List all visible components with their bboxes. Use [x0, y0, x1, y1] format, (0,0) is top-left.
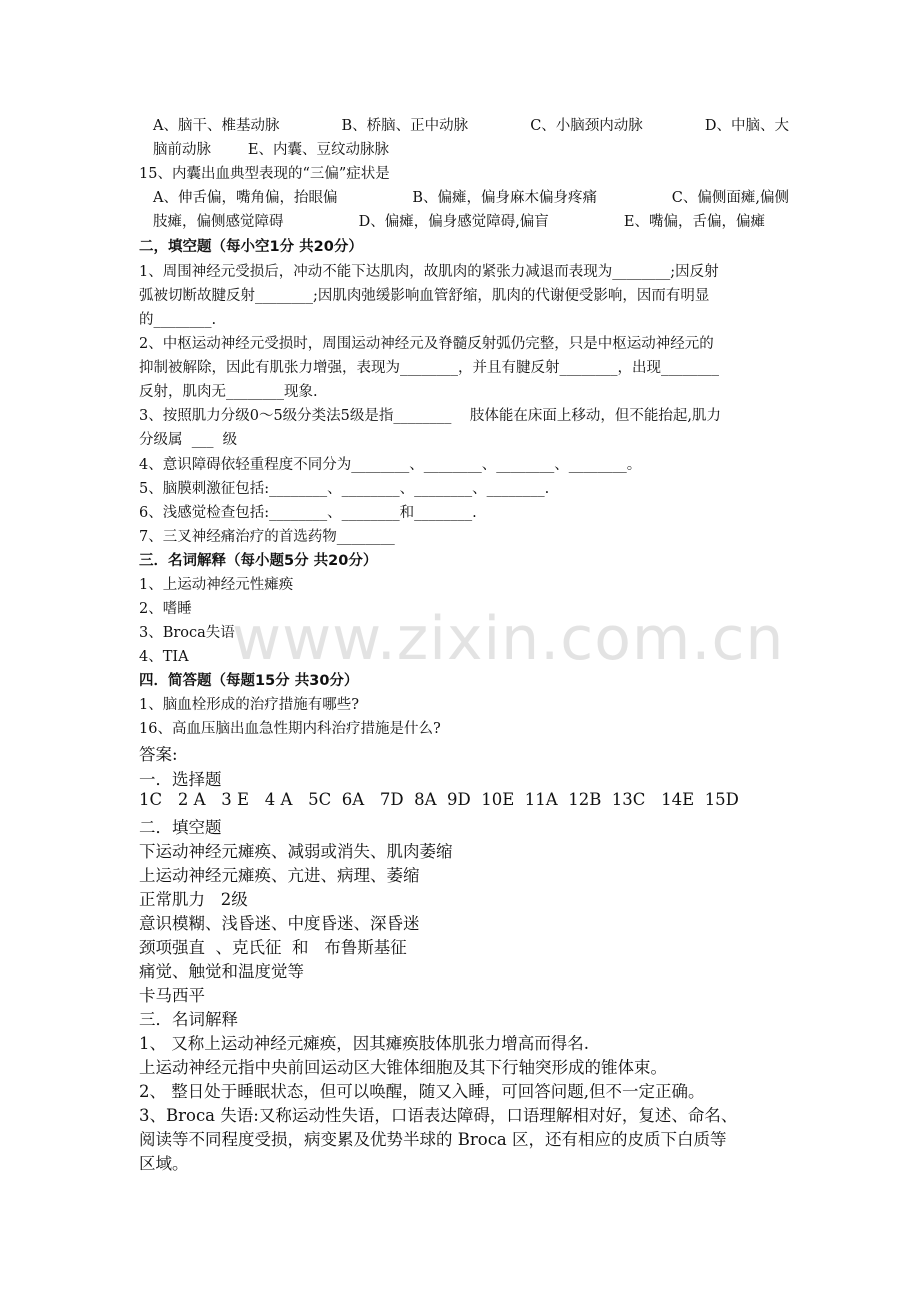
term-4: 4、TIA — [139, 649, 189, 665]
fill-q3-line1: 3、按照肌力分级0～5级分类法5级是指________ 肢体能在床面上移动，但不能抬起,肌力 — [139, 408, 721, 424]
fill-q1-line3: 的________. — [139, 312, 217, 328]
answers-heading: 答案: — [139, 745, 178, 764]
q14-option-d: D、中脑、大 — [704, 118, 789, 134]
fill-q3-line2: 分级属 ___ 级 — [139, 432, 238, 448]
q15-option-b: B、偏瘫，偏身麻木偏身疼痛 — [412, 190, 597, 206]
q15-option-e: E、嘴偏，舌偏，偏瘫 — [623, 214, 765, 230]
answers-sec2-line1: 下运动神经元瘫痪、减弱或消失、肌肉萎缩 — [139, 842, 453, 861]
fill-q5: 5、脑膜刺激征包括:________、________、________、________. — [139, 481, 550, 497]
answers-sec3-line2: 上运动神经元指中央前回运动区大锥体细胞及其下行轴突形成的锥体束。 — [139, 1058, 667, 1077]
q15-options-row1 — [153, 186, 789, 207]
fill-q2-line1: 2、中枢运动神经元受损时，周围运动神经元及脊髓反射弧仍完整，只是中枢运动神经元的 — [139, 336, 714, 352]
q14-option-b: B、桥脑、正中动脉 — [341, 118, 469, 134]
fill-q4: 4、意识障碍依轻重程度不同分为________、________、________、________。 — [139, 457, 642, 473]
section2-title: 二，填空题（每小空1分 共20分） — [139, 239, 363, 255]
answers-sec2-title: 二．填空题 — [139, 818, 222, 837]
answers-sec3-line4: 3、Broca 失语:又称运动性失语，口语表达障碍，口语理解相对好，复述、命名、 — [139, 1106, 738, 1125]
q15-option-c: C、偏侧面瘫,偏侧 — [671, 190, 789, 206]
answers-sec3-title: 三．名词解释 — [139, 1010, 238, 1029]
term-2: 2、嗜睡 — [139, 601, 192, 617]
section4-title: 四．简答题（每题15分 共30分） — [139, 673, 359, 689]
answers-sec3-line6: 区域。 — [139, 1154, 189, 1173]
answers-sec1-line: 1C 2 A 3 E 4 A 5C 6A 7D 8A 9D 10E 11A 12B 13C 14E 15D — [139, 790, 739, 809]
fill-q2-line3: 反射，肌肉无________现象. — [139, 384, 318, 400]
q15-option-d: D、偏瘫，偏身感觉障碍,偏盲 — [358, 214, 549, 230]
answers-sec3-line5: 阅读等不同程度受损，病变累及优势半球的 Broca 区，还有相应的皮质下白质等 — [139, 1130, 727, 1149]
q14-option-a: A、脑干、椎基动脉 — [153, 118, 280, 134]
answers-sec2-line5: 颈项强直 、克氏征 和 布鲁斯基征 — [139, 938, 407, 957]
answers-sec1-title: 一．选择题 — [139, 770, 222, 789]
term-1: 1、上运动神经元性瘫痪 — [139, 577, 294, 593]
answers-sec2-line6: 痛觉、触觉和温度觉等 — [139, 962, 304, 981]
q14-options-row2: 脑前动脉 E、内囊、豆纹动脉脉 — [153, 142, 389, 158]
answers-sec3-line1: 1、 又称上运动神经元瘫痪，因其瘫痪肢体肌张力增高而得名. — [139, 1034, 589, 1053]
answers-sec2-line3: 正常肌力 2级 — [139, 890, 248, 909]
q15-stem: 15、内囊出血典型表现的“三偏”症状是 — [139, 166, 390, 182]
q14-options-row1 — [153, 114, 789, 135]
q15-options-row2 — [153, 210, 765, 231]
fill-q1-line2: 弧被切断故腱反射________;因肌肉弛缓影响血管舒缩，肌肉的代谢便受影响，因而有明显 — [139, 288, 710, 304]
short-q2: 16、高血压脑出血急性期内科治疗措施是什么? — [139, 721, 441, 737]
q15-option-c-cont: 肢瘫，偏侧感觉障碍 — [153, 214, 284, 230]
fill-q1-line1: 1、周围神经元受损后，冲动不能下达肌肉，故肌肉的紧张力减退而表现为________;因反射 — [139, 264, 719, 280]
fill-q2-line2: 抑制被解除，因此有肌张力增强，表现为________，并且有腱反射________，出现________ — [139, 360, 719, 376]
q15-option-a: A、伸舌偏，嘴角偏，抬眼偏 — [153, 190, 338, 206]
short-q1: 1、脑血栓形成的治疗措施有哪些? — [139, 697, 359, 713]
fill-q6: 6、浅感觉检查包括:________、________和________. — [139, 505, 477, 521]
fill-q7: 7、三叉神经痛治疗的首选药物________ — [139, 529, 395, 545]
term-3: 3、Broca失语 — [139, 625, 235, 641]
answers-sec2-line2: 上运动神经元瘫痪、亢进、病理、萎缩 — [139, 866, 420, 885]
section3-title: 三．名词解释（每小题5分 共20分） — [139, 553, 378, 569]
answers-sec3-line3: 2、 整日处于睡眠状态，但可以唤醒，随又入睡，可回答问题,但不一定正确。 — [139, 1082, 705, 1101]
q14-option-c: C、小脑颈内动脉 — [530, 118, 643, 134]
watermark: www.zixin.com.cn — [232, 604, 785, 674]
answers-sec2-line7: 卡马西平 — [139, 986, 205, 1005]
answers-sec2-line4: 意识模糊、浅昏迷、中度昏迷、深昏迷 — [139, 914, 420, 933]
